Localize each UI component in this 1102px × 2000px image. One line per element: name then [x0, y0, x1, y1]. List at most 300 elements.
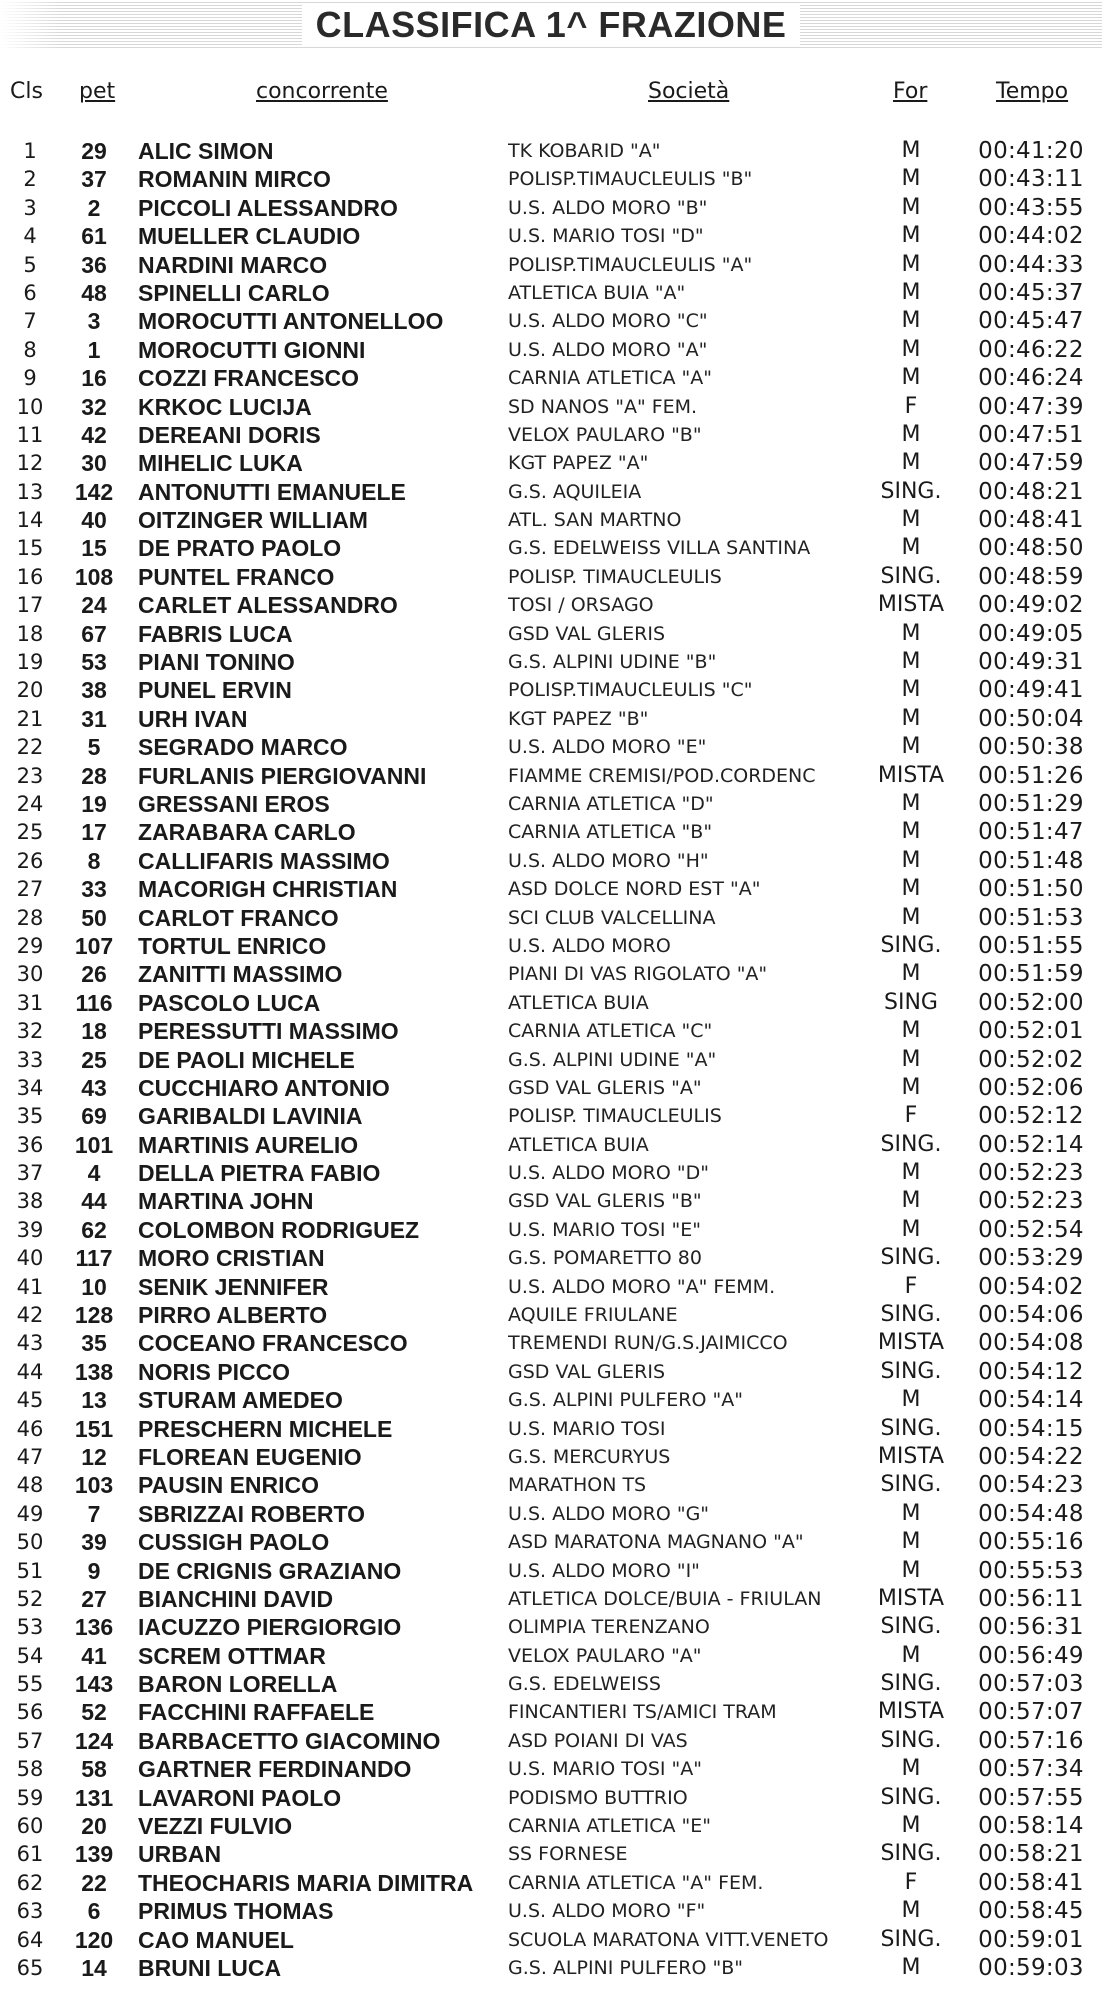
category-cell: M — [901, 194, 921, 220]
category-cell: M — [901, 1813, 921, 1839]
bib-number-cell: 107 — [74, 932, 114, 959]
category-cell: M — [901, 1074, 921, 1100]
club-cell: G.S. EDELWEISS — [508, 1673, 661, 1696]
competitor-name-cell: LAVARONI PAOLO — [138, 1784, 342, 1811]
rank-cell: 49 — [16, 1501, 44, 1526]
table-row — [0, 307, 1102, 335]
competitor-name-cell: FURLANIS PIERGIOVANNI — [138, 762, 427, 789]
bib-number-cell: 3 — [87, 308, 101, 335]
club-cell: TREMENDI RUN/G.S.JAIMICCO — [508, 1332, 788, 1355]
bib-number-cell: 116 — [75, 989, 113, 1016]
time-cell: 00:51:26 — [978, 762, 1084, 789]
category-cell: MISTA — [877, 592, 945, 618]
competitor-name-cell: GARIBALDI LAVINIA — [138, 1103, 363, 1130]
time-cell: 00:52:01 — [978, 1018, 1084, 1045]
bib-number-cell: 39 — [81, 1529, 107, 1556]
time-cell: 00:51:50 — [978, 876, 1084, 903]
category-cell: M — [901, 819, 921, 845]
rank-cell: 4 — [23, 224, 37, 249]
competitor-name-cell: FABRIS LUCA — [138, 620, 293, 647]
time-cell: 00:47:39 — [978, 393, 1084, 420]
table-row — [0, 989, 1102, 1017]
category-cell: M — [901, 847, 921, 873]
rank-cell: 53 — [16, 1615, 44, 1640]
rank-cell: 10 — [16, 394, 44, 419]
competitor-name-cell: CUSSIGH PAOLO — [138, 1529, 330, 1556]
table-row — [0, 1528, 1102, 1556]
table-row — [0, 1131, 1102, 1159]
table-row — [0, 251, 1102, 279]
rank-cell: 63 — [16, 1899, 44, 1924]
header-tempo: Tempo — [996, 79, 1069, 104]
category-cell: SING. — [880, 1358, 942, 1384]
table-row — [0, 648, 1102, 676]
table-row — [0, 1244, 1102, 1272]
bib-number-cell: 15 — [81, 535, 107, 562]
club-cell: U.S. MARIO TOSI "A" — [508, 1758, 703, 1781]
club-cell: VELOX PAULARO "A" — [508, 1644, 702, 1667]
bib-number-cell: 5 — [87, 734, 101, 761]
club-cell: TK KOBARID "A" — [508, 140, 661, 162]
club-cell: U.S. ALDO MORO "E" — [508, 736, 707, 759]
club-cell: POLISP.TIMAUCLEULIS "A" — [508, 253, 753, 276]
category-cell: M — [901, 535, 921, 561]
table-row — [0, 1187, 1102, 1215]
competitor-name-cell: SENIK JENNIFER — [138, 1273, 329, 1300]
bib-number-cell: 131 — [74, 1784, 114, 1811]
club-cell: CARNIA ATLETICA "B" — [508, 821, 713, 844]
competitor-name-cell: PIRRO ALBERTO — [138, 1302, 328, 1329]
category-cell: SING. — [880, 1614, 942, 1640]
bib-number-cell: 48 — [81, 279, 107, 306]
competitor-name-cell: PRIMUS THOMAS — [138, 1898, 334, 1925]
category-cell: M — [901, 507, 921, 533]
club-cell: U.S. ALDO MORO "I" — [508, 1559, 700, 1582]
rank-cell: 60 — [16, 1814, 44, 1839]
rank-cell: 50 — [16, 1530, 44, 1555]
rank-cell: 3 — [23, 195, 37, 220]
club-cell: TOSI / ORSAGO — [508, 594, 654, 617]
competitor-name-cell: KRKOC LUCIJA — [138, 393, 312, 420]
bib-number-cell: 22 — [81, 1869, 107, 1896]
category-cell: MISTA — [877, 762, 945, 788]
club-cell: ATLETICA BUIA — [508, 1133, 649, 1156]
table-row — [0, 932, 1102, 960]
rank-cell: 48 — [16, 1473, 44, 1498]
club-cell: G.S. MERCURYUS — [508, 1445, 671, 1468]
header-concorrente: concorrente — [256, 79, 388, 104]
rank-cell: 41 — [16, 1274, 44, 1299]
club-cell: GSD VAL GLERIS "B" — [508, 1190, 702, 1213]
table-row — [0, 1415, 1102, 1443]
time-cell: 00:54:08 — [978, 1330, 1084, 1357]
rank-cell: 61 — [16, 1842, 44, 1867]
club-cell: CARNIA ATLETICA "D" — [508, 792, 714, 815]
rank-cell: 9 — [23, 366, 37, 391]
bib-number-cell: 33 — [81, 876, 107, 903]
bib-number-cell: 31 — [81, 705, 107, 732]
table-row — [0, 1329, 1102, 1357]
category-cell: M — [901, 1529, 921, 1555]
category-cell: F — [904, 1273, 918, 1299]
category-cell: MISTA — [877, 1585, 945, 1611]
rank-cell: 38 — [16, 1189, 44, 1214]
table-row — [0, 790, 1102, 818]
table-row — [0, 591, 1102, 619]
club-cell: ASD POIANI DI VAS — [508, 1729, 688, 1752]
time-cell: 00:56:49 — [978, 1642, 1084, 1669]
bib-number-cell: 142 — [74, 478, 114, 505]
club-cell: KGT PAPEZ "A" — [508, 452, 649, 475]
table-row — [0, 676, 1102, 704]
club-cell: U.S. ALDO MORO "A" FEMM. — [508, 1275, 776, 1298]
club-cell: CARNIA ATLETICA "E" — [508, 1815, 712, 1838]
club-cell: U.S. ALDO MORO "G" — [508, 1502, 710, 1525]
category-cell: SING. — [880, 1415, 942, 1441]
bib-number-cell: 6 — [87, 1898, 101, 1925]
competitor-name-cell: CARLET ALESSANDRO — [138, 592, 398, 619]
time-cell: 00:47:51 — [978, 421, 1084, 448]
competitor-name-cell: PIANI TONINO — [138, 649, 295, 676]
category-cell: M — [901, 138, 921, 163]
bib-number-cell: 19 — [81, 790, 107, 817]
bib-number-cell: 1 — [87, 336, 101, 363]
table-row — [0, 421, 1102, 449]
time-cell: 00:53:29 — [978, 1245, 1084, 1272]
rank-cell: 33 — [16, 1047, 44, 1072]
rank-cell: 16 — [16, 564, 44, 589]
time-cell: 00:54:15 — [978, 1415, 1084, 1442]
competitor-name-cell: PUNTEL FRANCO — [138, 563, 335, 590]
bib-number-cell: 124 — [74, 1727, 114, 1754]
bib-number-cell: 67 — [81, 620, 107, 647]
bib-number-cell: 28 — [81, 762, 107, 789]
table-row — [0, 336, 1102, 364]
competitor-name-cell: NARDINI MARCO — [138, 251, 328, 278]
table-row — [0, 847, 1102, 875]
bib-number-cell: 14 — [81, 1955, 107, 1981]
rank-cell: 8 — [23, 337, 37, 362]
category-cell: M — [901, 1642, 921, 1668]
club-cell: POLISP. TIMAUCLEULIS — [508, 565, 722, 588]
time-cell: 00:51:55 — [978, 932, 1084, 959]
time-cell: 00:45:37 — [978, 279, 1084, 306]
time-cell: 00:56:31 — [978, 1614, 1084, 1641]
table-row — [0, 449, 1102, 477]
category-cell: M — [901, 961, 921, 987]
club-cell: GSD VAL GLERIS — [508, 622, 666, 645]
bib-number-cell: 26 — [81, 961, 107, 988]
time-cell: 00:41:20 — [978, 138, 1084, 164]
rank-cell: 7 — [23, 309, 37, 334]
bib-number-cell: 27 — [81, 1585, 107, 1612]
category-cell: M — [901, 1898, 921, 1924]
table-row — [0, 393, 1102, 421]
time-cell: 00:50:38 — [978, 734, 1084, 761]
category-cell: M — [901, 308, 921, 334]
competitor-name-cell: OITZINGER WILLIAM — [138, 507, 368, 534]
table-row — [0, 563, 1102, 591]
category-cell: M — [901, 705, 921, 731]
category-cell: SING. — [880, 1727, 942, 1753]
time-cell: 00:48:21 — [978, 478, 1084, 505]
time-cell: 00:57:07 — [978, 1699, 1084, 1726]
header-pet: pet — [79, 79, 116, 104]
header-for: For — [893, 79, 928, 104]
bib-number-cell: 44 — [81, 1188, 107, 1215]
category-cell: F — [904, 1869, 918, 1895]
table-row — [0, 904, 1102, 932]
table-row — [0, 506, 1102, 534]
time-cell: 00:52:00 — [978, 989, 1084, 1016]
table-row — [0, 1074, 1102, 1102]
bib-number-cell: 18 — [81, 1018, 107, 1045]
rank-cell: 57 — [16, 1728, 44, 1753]
table-row — [0, 1046, 1102, 1074]
time-cell: 00:49:02 — [978, 592, 1084, 619]
rank-cell: 52 — [16, 1586, 44, 1611]
competitor-name-cell: MORO CRISTIAN — [138, 1245, 325, 1272]
time-cell: 00:51:48 — [978, 847, 1084, 874]
results-table — [0, 137, 1102, 1982]
club-cell: G.S. ALPINI UDINE "B" — [508, 651, 717, 674]
table-row — [0, 478, 1102, 506]
category-cell: M — [901, 365, 921, 391]
category-cell: M — [901, 223, 921, 249]
bib-number-cell: 20 — [81, 1813, 107, 1840]
category-cell: F — [904, 1103, 918, 1129]
competitor-name-cell: GARTNER FERDINANDO — [138, 1756, 412, 1783]
category-cell: M — [901, 279, 921, 305]
competitor-name-cell: URH IVAN — [138, 705, 248, 732]
club-cell: U.S. MARIO TOSI — [508, 1417, 666, 1440]
bib-number-cell: 69 — [81, 1103, 107, 1130]
competitor-name-cell: ROMANIN MIRCO — [138, 166, 331, 193]
club-cell: MARATHON TS — [508, 1474, 647, 1497]
rank-cell: 46 — [16, 1416, 44, 1441]
time-cell: 00:47:59 — [978, 450, 1084, 477]
rank-cell: 1 — [23, 139, 37, 163]
club-cell: G.S. EDELWEISS VILLA SANTINA — [508, 537, 811, 560]
table-row — [0, 1585, 1102, 1613]
rank-cell: 30 — [16, 962, 44, 987]
time-cell: 00:46:22 — [978, 336, 1084, 363]
time-cell: 00:55:16 — [978, 1529, 1084, 1556]
competitor-name-cell: BIANCHINI DAVID — [138, 1585, 334, 1612]
table-row — [0, 534, 1102, 562]
bib-number-cell: 13 — [81, 1387, 107, 1414]
table-row — [0, 364, 1102, 392]
rank-cell: 36 — [16, 1132, 44, 1157]
time-cell: 00:45:47 — [978, 308, 1084, 335]
competitor-name-cell: COCEANO FRANCESCO — [138, 1330, 408, 1357]
time-cell: 00:58:45 — [978, 1898, 1084, 1925]
bib-number-cell: 8 — [87, 847, 101, 874]
table-row — [0, 194, 1102, 222]
category-cell: M — [901, 421, 921, 447]
time-cell: 00:54:23 — [978, 1472, 1084, 1499]
rank-cell: 54 — [16, 1643, 44, 1668]
rank-cell: 6 — [23, 280, 37, 305]
competitor-name-cell: ZANITTI MASSIMO — [138, 961, 343, 988]
club-cell: PODISMO BUTTRIO — [508, 1786, 688, 1809]
club-cell: SS FORNESE — [508, 1843, 628, 1866]
bib-number-cell: 29 — [81, 138, 107, 164]
competitor-name-cell: STURAM AMEDEO — [138, 1387, 343, 1414]
rank-cell: 5 — [23, 252, 37, 277]
bib-number-cell: 35 — [81, 1330, 107, 1357]
category-cell: M — [901, 876, 921, 902]
competitor-name-cell: MARTINA JOHN — [138, 1188, 314, 1215]
rank-cell: 56 — [16, 1700, 44, 1725]
time-cell: 00:48:59 — [978, 563, 1084, 590]
competitor-name-cell: PRESCHERN MICHELE — [138, 1415, 393, 1442]
bib-number-cell: 32 — [81, 393, 107, 420]
page-title — [0, 4, 1102, 46]
competitor-name-cell: MARTINIS AURELIO — [138, 1131, 359, 1158]
rank-cell: 51 — [16, 1558, 44, 1583]
rank-cell: 32 — [16, 1019, 44, 1044]
table-row — [0, 1926, 1102, 1954]
club-cell: ATLETICA DOLCE/BUIA - FRIULAN — [508, 1587, 822, 1610]
category-cell: M — [901, 904, 921, 930]
club-cell: GSD VAL GLERIS — [508, 1360, 666, 1383]
table-row — [0, 1727, 1102, 1755]
bib-number-cell: 7 — [87, 1500, 101, 1527]
time-cell: 00:43:11 — [978, 166, 1084, 193]
bib-number-cell: 24 — [81, 592, 107, 619]
bib-number-cell: 37 — [81, 166, 107, 193]
category-cell: SING. — [880, 563, 942, 589]
time-cell: 00:54:22 — [978, 1443, 1084, 1470]
category-cell: M — [901, 1557, 921, 1583]
category-cell: SING. — [880, 1671, 942, 1697]
time-cell: 00:54:02 — [978, 1273, 1084, 1300]
club-cell: G.S. ALPINI PULFERO "A" — [508, 1389, 743, 1412]
club-cell: KGT PAPEZ "B" — [508, 707, 649, 730]
competitor-name-cell: ZARABARA CARLO — [138, 819, 356, 846]
time-cell: 00:49:41 — [978, 677, 1084, 704]
competitor-name-cell: COZZI FRANCESCO — [138, 365, 360, 392]
time-cell: 00:51:53 — [978, 904, 1084, 931]
bib-number-cell: 4 — [87, 1160, 101, 1187]
rank-cell: 17 — [16, 593, 44, 618]
bib-number-cell: 30 — [81, 450, 107, 477]
rank-cell: 19 — [16, 650, 44, 675]
club-cell: SCI CLUB VALCELLINA — [508, 906, 716, 929]
club-cell: G.S. POMARETTO 80 — [508, 1247, 702, 1270]
header-societa: Società — [648, 79, 730, 104]
time-cell: 00:51:47 — [978, 819, 1084, 846]
competitor-name-cell: DELLA PIETRA FABIO — [138, 1160, 381, 1187]
competitor-name-cell: BRUNI LUCA — [138, 1955, 282, 1981]
rank-cell: 25 — [16, 820, 44, 845]
time-cell: 00:57:55 — [978, 1784, 1084, 1811]
time-cell: 00:52:06 — [978, 1074, 1084, 1101]
category-cell: F — [904, 393, 918, 419]
time-cell: 00:49:05 — [978, 620, 1084, 647]
bib-number-cell: 53 — [81, 649, 107, 676]
table-row — [0, 1557, 1102, 1585]
time-cell: 00:59:03 — [978, 1955, 1084, 1981]
rank-cell: 27 — [16, 877, 44, 902]
club-cell: CARNIA ATLETICA "A" FEM. — [508, 1871, 764, 1894]
competitor-name-cell: DE PAOLI MICHELE — [138, 1046, 355, 1073]
rank-cell: 45 — [16, 1388, 44, 1413]
table-row — [0, 1613, 1102, 1641]
time-cell: 00:51:29 — [978, 790, 1084, 817]
category-cell: MISTA — [877, 1330, 945, 1356]
category-cell: M — [901, 1387, 921, 1413]
table-row — [0, 165, 1102, 193]
bib-number-cell: 128 — [74, 1302, 114, 1329]
rank-cell: 62 — [16, 1870, 44, 1895]
competitor-name-cell: PERESSUTTI MASSIMO — [138, 1018, 399, 1045]
category-cell: M — [901, 620, 921, 646]
category-cell: SING. — [880, 1841, 942, 1867]
bib-number-cell: 50 — [81, 904, 107, 931]
rank-cell: 34 — [16, 1075, 44, 1100]
competitor-name-cell: THEOCHARIS MARIA DIMITRA — [138, 1869, 474, 1896]
bib-number-cell: 9 — [87, 1557, 101, 1584]
club-cell: CARNIA ATLETICA "A" — [508, 367, 713, 390]
club-cell: FINCANTIERI TS/AMICI TRAM — [508, 1701, 777, 1724]
club-cell: AQUILE FRIULANE — [508, 1304, 678, 1327]
club-cell: U.S. MARIO TOSI "E" — [508, 1218, 702, 1241]
rank-cell: 15 — [16, 536, 44, 561]
rank-cell: 65 — [16, 1956, 44, 1980]
table-row — [0, 620, 1102, 648]
time-cell: 00:54:12 — [978, 1358, 1084, 1385]
table-row — [0, 1386, 1102, 1414]
table-row — [0, 960, 1102, 988]
club-cell: ASD MARATONA MAGNANO "A" — [508, 1531, 804, 1554]
time-cell: 00:48:41 — [978, 507, 1084, 534]
table-row — [0, 818, 1102, 846]
table-row — [0, 1017, 1102, 1045]
bib-number-cell: 17 — [81, 819, 107, 846]
category-cell: M — [901, 1160, 921, 1186]
bib-number-cell: 16 — [81, 365, 107, 392]
table-row — [0, 1954, 1102, 1982]
club-cell: U.S. MARIO TOSI "D" — [508, 225, 704, 248]
bib-number-cell: 25 — [81, 1046, 107, 1073]
time-cell: 00:58:21 — [978, 1841, 1084, 1868]
rank-cell: 20 — [16, 678, 44, 703]
competitor-name-cell: PASCOLO LUCA — [138, 989, 321, 1016]
bib-number-cell: 117 — [75, 1245, 113, 1272]
table-row — [0, 1812, 1102, 1840]
bib-number-cell: 40 — [81, 507, 107, 534]
rank-cell: 28 — [16, 905, 44, 930]
time-cell: 00:49:31 — [978, 649, 1084, 676]
bib-number-cell: 38 — [81, 677, 107, 704]
club-cell: POLISP.TIMAUCLEULIS "C" — [508, 679, 753, 702]
club-cell: ATLETICA BUIA "A" — [508, 281, 686, 304]
bib-number-cell: 62 — [81, 1216, 107, 1243]
bib-number-cell: 101 — [74, 1131, 114, 1158]
table-row — [0, 1670, 1102, 1698]
club-cell: FIAMME CREMISI/POD.CORDENC — [508, 764, 816, 787]
bib-number-cell: 52 — [81, 1699, 107, 1726]
time-cell: 00:43:55 — [978, 194, 1084, 221]
category-cell: M — [901, 1216, 921, 1242]
time-cell: 00:54:06 — [978, 1302, 1084, 1329]
category-cell: M — [901, 1955, 921, 1980]
bib-number-cell: 61 — [81, 223, 107, 250]
table-row — [0, 1273, 1102, 1301]
competitor-name-cell: CUCCHIARO ANTONIO — [138, 1074, 390, 1101]
